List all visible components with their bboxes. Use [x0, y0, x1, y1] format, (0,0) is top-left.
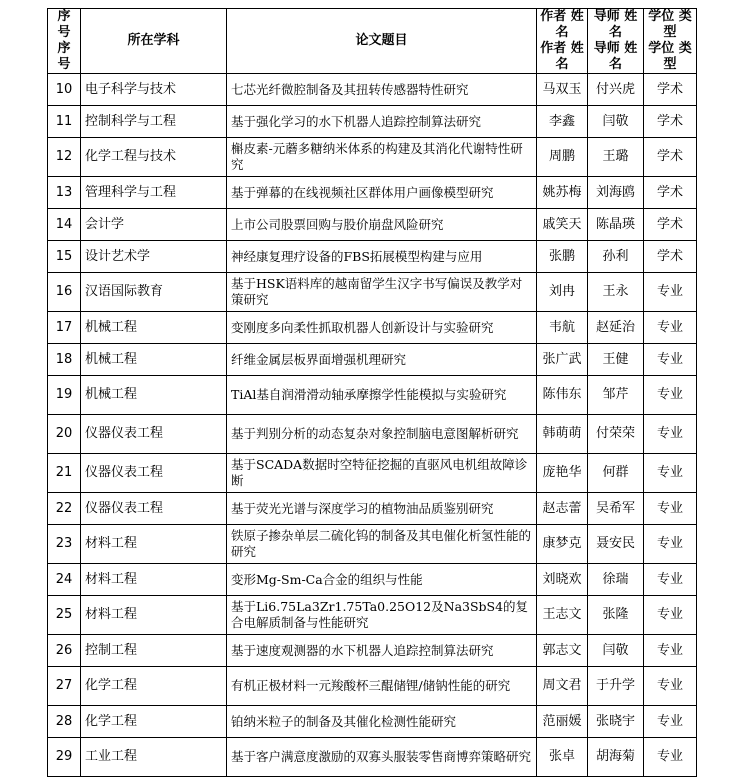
row-no: 19 — [48, 376, 81, 415]
row-advisor: 邹芹 — [588, 376, 644, 415]
table-row — [48, 177, 697, 209]
row-title: 基于Li6.75La3Zr1.75Ta0.25O12及Na3SbS4的复合电解质制备与性能研究 — [227, 596, 537, 635]
row-degree: 专业 — [644, 415, 697, 454]
row-advisor: 胡海菊 — [588, 738, 644, 777]
row-degree: 专业 — [644, 273, 697, 312]
row-subject: 控制工程 — [81, 635, 227, 667]
row-subject: 机械工程 — [81, 344, 227, 376]
row-subject: 材料工程 — [81, 525, 227, 564]
row-no: 10 — [48, 74, 81, 106]
row-degree: 专业 — [644, 706, 697, 738]
row-author: 陈伟东 — [537, 376, 588, 415]
row-subject: 仪器仪表工程 — [81, 415, 227, 454]
table-row — [48, 376, 697, 415]
row-degree: 学术 — [644, 209, 697, 241]
row-title: 槲皮素-元蘑多糖纳米体系的构建及其消化代谢特性研究 — [227, 138, 537, 177]
row-no: 28 — [48, 706, 81, 738]
row-author: 张鹏 — [537, 241, 588, 273]
row-author: 韦航 — [537, 312, 588, 344]
row-author: 刘冉 — [537, 273, 588, 312]
row-degree: 专业 — [644, 525, 697, 564]
header-subject: 所在学科 — [81, 9, 227, 74]
row-subject: 化学工程与技术 — [81, 138, 227, 177]
row-author: 韩萌萌 — [537, 415, 588, 454]
row-degree: 专业 — [644, 635, 697, 667]
row-no: 20 — [48, 415, 81, 454]
header-title: 论文题目 — [227, 9, 537, 74]
row-no: 17 — [48, 312, 81, 344]
row-author: 戚笑天 — [537, 209, 588, 241]
header-line: 作者 姓名 — [540, 9, 584, 40]
row-subject: 电子科学与技术 — [81, 74, 227, 106]
row-advisor: 付兴虎 — [588, 74, 644, 106]
table-header-row — [48, 9, 697, 74]
row-degree: 学术 — [644, 177, 697, 209]
row-title: 变形Mg-Sm-Ca合金的组织与性能 — [227, 564, 537, 596]
row-author: 周文君 — [537, 667, 588, 706]
row-subject: 材料工程 — [81, 596, 227, 635]
row-no: 16 — [48, 273, 81, 312]
row-title: TiAl基自润滑滑动轴承摩擦学性能模拟与实验研究 — [227, 376, 537, 415]
row-degree: 学术 — [644, 106, 697, 138]
header-degree — [644, 9, 697, 74]
table-row — [48, 138, 697, 177]
row-advisor: 张隆 — [588, 596, 644, 635]
row-title: 基于强化学习的水下机器人追踪控制算法研究 — [227, 106, 537, 138]
row-subject: 管理科学与工程 — [81, 177, 227, 209]
table-row — [48, 738, 697, 777]
header-advisor — [588, 9, 644, 74]
table-row — [48, 667, 697, 706]
row-degree: 专业 — [644, 667, 697, 706]
row-advisor: 陈晶瑛 — [588, 209, 644, 241]
row-no: 26 — [48, 635, 81, 667]
row-advisor: 王璐 — [588, 138, 644, 177]
row-subject: 会计学 — [81, 209, 227, 241]
table-row — [48, 273, 697, 312]
row-author: 张卓 — [537, 738, 588, 777]
header-line: 导师 姓名 — [593, 9, 638, 40]
table-row — [48, 209, 697, 241]
row-degree: 专业 — [644, 454, 697, 493]
row-no: 29 — [48, 738, 81, 777]
table-row — [48, 706, 697, 738]
row-degree: 专业 — [644, 376, 697, 415]
row-advisor: 王健 — [588, 344, 644, 376]
row-no: 21 — [48, 454, 81, 493]
row-no: 23 — [48, 525, 81, 564]
row-no: 13 — [48, 177, 81, 209]
header-line: 作者 姓名 — [540, 41, 584, 72]
row-no: 24 — [48, 564, 81, 596]
row-degree: 专业 — [644, 596, 697, 635]
table-row — [48, 493, 697, 525]
row-author: 康梦克 — [537, 525, 588, 564]
row-degree: 专业 — [644, 564, 697, 596]
row-author: 郭志文 — [537, 635, 588, 667]
row-no: 27 — [48, 667, 81, 706]
header-line: 学位 类型 — [648, 41, 692, 72]
row-advisor: 闫敬 — [588, 635, 644, 667]
row-author: 李鑫 — [537, 106, 588, 138]
row-advisor: 吴希军 — [588, 493, 644, 525]
header-no — [48, 9, 81, 74]
table-row — [48, 241, 697, 273]
row-title: 基于HSK语料库的越南留学生汉字书写偏误及教学对策研究 — [227, 273, 537, 312]
row-subject: 机械工程 — [81, 312, 227, 344]
row-degree: 专业 — [644, 344, 697, 376]
row-subject: 工业工程 — [81, 738, 227, 777]
table-row — [48, 415, 697, 454]
row-no: 15 — [48, 241, 81, 273]
row-author: 王志文 — [537, 596, 588, 635]
row-advisor: 刘海鸥 — [588, 177, 644, 209]
row-no: 12 — [48, 138, 81, 177]
row-title: 有机正极材料一元羧酸杯三醌储锂/储钠性能的研究 — [227, 667, 537, 706]
row-title: 基于速度观测器的水下机器人追踪控制算法研究 — [227, 635, 537, 667]
row-title: 基于判别分析的动态复杂对象控制脑电意图解析研究 — [227, 415, 537, 454]
row-advisor: 王永 — [588, 273, 644, 312]
row-advisor: 徐瑞 — [588, 564, 644, 596]
row-title: 基于荧光光谱与深度学习的植物油品质鉴别研究 — [227, 493, 537, 525]
row-subject: 仪器仪表工程 — [81, 454, 227, 493]
row-advisor: 何群 — [588, 454, 644, 493]
row-author: 姚苏梅 — [537, 177, 588, 209]
row-title: 铂纳米粒子的制备及其催化检测性能研究 — [227, 706, 537, 738]
table-row — [48, 312, 697, 344]
row-title: 纤维金属层板界面增强机理研究 — [227, 344, 537, 376]
table-row — [48, 525, 697, 564]
row-author: 刘晓欢 — [537, 564, 588, 596]
row-title: 铁原子掺杂单层二硫化钨的制备及其电催化析氢性能的研究 — [227, 525, 537, 564]
table-row — [48, 74, 697, 106]
row-advisor: 闫敬 — [588, 106, 644, 138]
table-row — [48, 596, 697, 635]
row-author: 庞艳华 — [537, 454, 588, 493]
row-author: 范丽媛 — [537, 706, 588, 738]
row-author: 张广武 — [537, 344, 588, 376]
table-row — [48, 344, 697, 376]
row-title: 神经康复理疗设备的FBS拓展模型构建与应用 — [227, 241, 537, 273]
row-title: 上市公司股票回购与股价崩盘风险研究 — [227, 209, 537, 241]
row-advisor: 于升学 — [588, 667, 644, 706]
row-author: 周鹏 — [537, 138, 588, 177]
row-degree: 专业 — [644, 312, 697, 344]
row-advisor: 赵延治 — [588, 312, 644, 344]
row-advisor: 张晓宇 — [588, 706, 644, 738]
row-degree: 专业 — [644, 493, 697, 525]
row-subject: 化学工程 — [81, 706, 227, 738]
header-author — [537, 9, 588, 74]
row-subject: 设计艺术学 — [81, 241, 227, 273]
row-title: 基于客户满意度激励的双寡头服装零售商博弈策略研究 — [227, 738, 537, 777]
table-row — [48, 564, 697, 596]
row-author: 赵志蕾 — [537, 493, 588, 525]
header-line: 学位 类型 — [648, 9, 692, 40]
row-advisor: 聂安民 — [588, 525, 644, 564]
thesis-table — [47, 8, 697, 777]
row-title: 基于SCADA数据时空特征挖掘的直驱风电机组故障诊断 — [227, 454, 537, 493]
header-line: 序 号 — [57, 9, 71, 40]
row-no: 11 — [48, 106, 81, 138]
row-subject: 仪器仪表工程 — [81, 493, 227, 525]
table-row — [48, 106, 697, 138]
row-subject: 材料工程 — [81, 564, 227, 596]
row-subject: 化学工程 — [81, 667, 227, 706]
row-no: 25 — [48, 596, 81, 635]
row-subject: 汉语国际教育 — [81, 273, 227, 312]
row-degree: 学术 — [644, 138, 697, 177]
row-no: 18 — [48, 344, 81, 376]
row-degree: 学术 — [644, 241, 697, 273]
row-author: 马双玉 — [537, 74, 588, 106]
row-advisor: 付荣荣 — [588, 415, 644, 454]
header-line: 序 号 — [57, 41, 71, 72]
row-advisor: 孙利 — [588, 241, 644, 273]
row-title: 变刚度多向柔性抓取机器人创新设计与实验研究 — [227, 312, 537, 344]
row-no: 14 — [48, 209, 81, 241]
table-row — [48, 454, 697, 493]
row-degree: 学术 — [644, 74, 697, 106]
row-degree: 专业 — [644, 738, 697, 777]
row-subject: 控制科学与工程 — [81, 106, 227, 138]
table-row — [48, 635, 697, 667]
row-no: 22 — [48, 493, 81, 525]
row-title: 基于弹幕的在线视频社区群体用户画像模型研究 — [227, 177, 537, 209]
header-line: 导师 姓名 — [593, 41, 638, 72]
row-subject: 机械工程 — [81, 376, 227, 415]
row-title: 七芯光纤微腔制备及其扭转传感器特性研究 — [227, 74, 537, 106]
